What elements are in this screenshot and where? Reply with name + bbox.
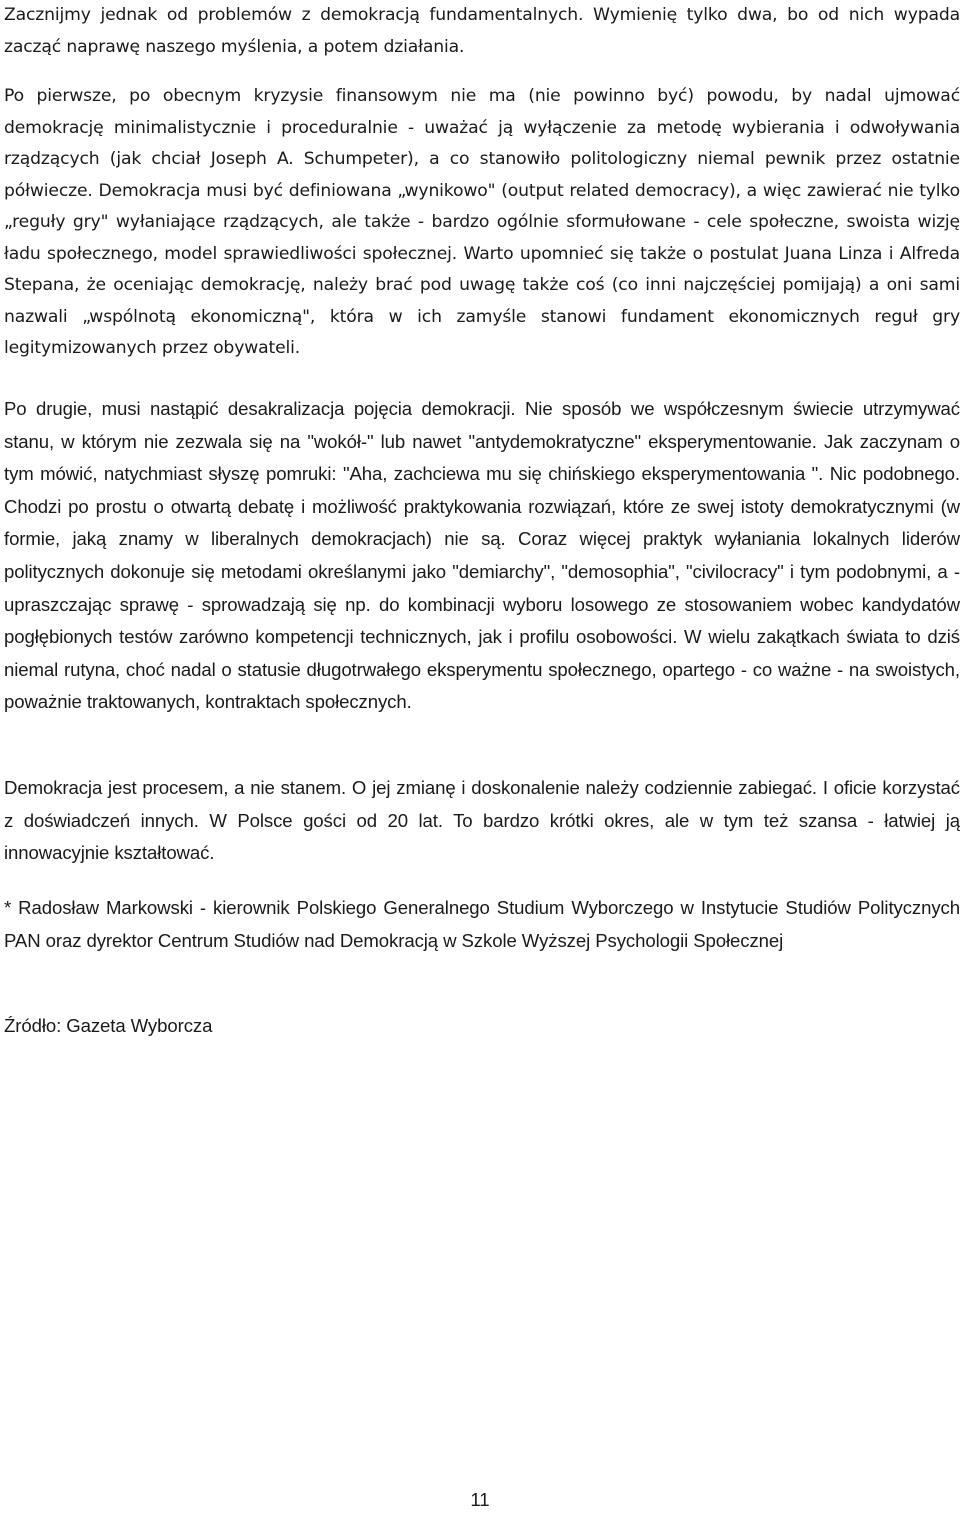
paragraph-second-point: Po drugie, musi nastąpić desakralizacja pojęcia demokracji. Nie sposób we współczesnym świecie utrzymywać stanu, w którym nie zezwala się na "wokół-" lub nawet "antydemokratyczne" eksperymentowanie. Jak zaczynam o tym mówić, natychmiast słyszę pomruki: "Aha, zachciewa mu się chińskiego eksperymentowania ". Nic podobnego. Chodzi po prostu o otwartą debatę i możliwość praktykowania rozwiązań, które ze swej istoty demokratycznymi (w formie, jaką znamy w liberalnych demokracjach) nie są. Coraz więcej praktyk wyłaniania lokalnych liderów politycznych dokonuje się metodami określanymi jako "demiarchy", "demosophia", "civilocracy" i tym podobnymi, a - upraszczając sprawę - sprowadzają się np. do kombinacji wyboru losowego ze stosowaniem wobec kandydatów pogłębionych testów zarówno kompetencji technicznych, jak i profilu osobowości. W wielu zakątkach świata to dziś niemal rutyna, choć nadal o statusie długotrwałego eksperymentu społecznego, opartego - co ważne - na swoistych, poważnie traktowanych, kontraktach społecznych. <box>4 398 960 713</box>
author-note: * Radosław Markowski - kierownik Polskiego Generalnego Studium Wyborczego w Instytucie Studiów Politycznych PAN oraz dyrektor Centrum Studiów nad Demokracją w Szkole Wyższej Psychologii Społecznej <box>4 897 960 951</box>
page-number: 11 <box>470 1489 490 1510</box>
paragraph-conclusion: Demokracja jest procesem, a nie stanem. O jej zmianę i doskonalenie należy codziennie zabiegać. I oficie korzystać z doświadczeń innych. W Polsce gości od 20 lat. To bardzo krótki okres, ale w tym też szansa - łatwiej ją innowacyjnie kształtować. <box>4 777 960 864</box>
paragraph-first-point: Po pierwsze, po obecnym kryzysie finansowym nie ma (nie powinno być) powodu, by nadal ujmować demokrację minimalistycznie i proceduralnie - uważać ją wyłączenie za metodę wybierania i odwoływania rządzących (jak chciał Joseph A. Schumpeter), a co stanowiło politologiczny niemal pewnik przez ostatnie półwiecze. Demokracja musi być definiowana „wynikowo" (output related democracy), a więc zawierać nie tylko „reguły gry" wyłaniające rządzących, ale także - bardzo ogólnie sformułowane - cele społeczne, swoista wizję ładu społecznego, model sprawiedliwości społecznej. Warto upomnieć się także o postulat Juana Linza i Alfreda Stepana, że oceniając demokrację, należy brać pod uwagę także coś (co inni najczęściej pomijają) a oni sami nazwali „wspólnotą ekonomiczną", która w ich zamyśle stanowi fundament ekonomicznych reguł gry legitymizowanych przez obywateli. <box>4 86 960 358</box>
paragraph-intro: Zacznijmy jednak od problemów z demokracją fundamentalnych. Wymienię tylko dwa, bo od nich wypada zacząć naprawę naszego myślenia, a potem działania. <box>4 5 960 57</box>
source-line: Źródło: Gazeta Wyborcza <box>4 1015 213 1036</box>
